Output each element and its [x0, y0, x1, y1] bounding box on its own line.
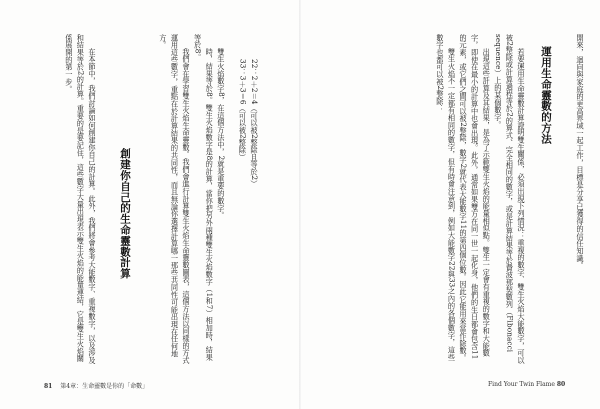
body-paragraph: 雙生火焰不一定都有相同的數字，但有時會注意到，例如大能數字22與33之內的各個數字，這些數字也都可以被2整除： — [435, 34, 457, 362]
right-page-intro — [560, 34, 586, 366]
body-paragraph: 雙生火焰數字8，在這個方法中，2就是重要的數字。 — [216, 48, 226, 220]
right-page-body — [337, 34, 527, 366]
page-number: 81 — [44, 383, 53, 390]
page-number: 80 — [556, 381, 566, 388]
intro-line: 開來，迴向與家庭的更高界域一起工作，目標是分享已獲得的信任知識。 — [576, 34, 585, 270]
body-paragraph: 在本節中，我們討論如何創建你自己的計算。此外，我們將會參考大能數字、重複數字，以及涉及和結果等於2的計算。重要的是要記住，這些數字大量出現表示雙生火焰的能量連結，它是雙生火焰關係展開的第一步。 — [64, 34, 97, 365]
section-heading: 運用生命靈數的方法 — [540, 46, 552, 145]
body-paragraph: 時，結果等於8。雙生火焰數字是8的計算，當你把另外兩種雙生火焰數字（1和7）相加時，結果等於8。 — [193, 34, 215, 362]
left-page-body-upper — [140, 34, 260, 366]
left-page-footer — [44, 381, 148, 390]
right-page-footer — [488, 381, 565, 388]
running-head: Find Your Twin Flame — [488, 381, 555, 388]
section-heading: 創建你自己的生命靈數計算 — [119, 148, 131, 279]
left-page — [0, 0, 299, 409]
body-paragraph: 若要運用生命靈數計算證明雙生關係，必須出現下列情況：重複的數字、雙生火焰大能數字，可以被2整除或計算過程等於2的算式、完全相同的數字，或是計算結果等於費波那契數列（Fibonacci sequence）上的某個數字。 — [493, 34, 526, 365]
body-paragraph: 出現這些計算及其結果，是為了示範雙生火焰的能量相似點。雙生一定會有重複的數字和大能數字，即使在最小的計算中也會出現。此外，通常如果雙方在同一世一起化身，他們的生日都會包含11的元素，或它們之間可以被2整除，數字2就代表大能數字11的第四個位數。因此它能用來當作除數。 — [459, 34, 492, 362]
body-paragraph: 我們會在學習雙生火焰生命靈數。我們會進行計算雙生火焰生命靈數圖表，這個方法以同樣的方式運用這些數字，重點在於計算結果的共同性，而且無論你選擇計算哪一那些共同性可能出現在任何地方。 — [158, 34, 192, 365]
right-page — [301, 0, 600, 409]
left-page-body-lower — [12, 34, 98, 366]
running-head: 第4章：生命靈數是你的「命數」 — [60, 383, 149, 390]
formula-line: 22：2＋2＝4（可以被2整除且等於2） — [250, 59, 259, 188]
formula-line: 33：3＋3＝6（可以被2整除） — [238, 59, 248, 162]
